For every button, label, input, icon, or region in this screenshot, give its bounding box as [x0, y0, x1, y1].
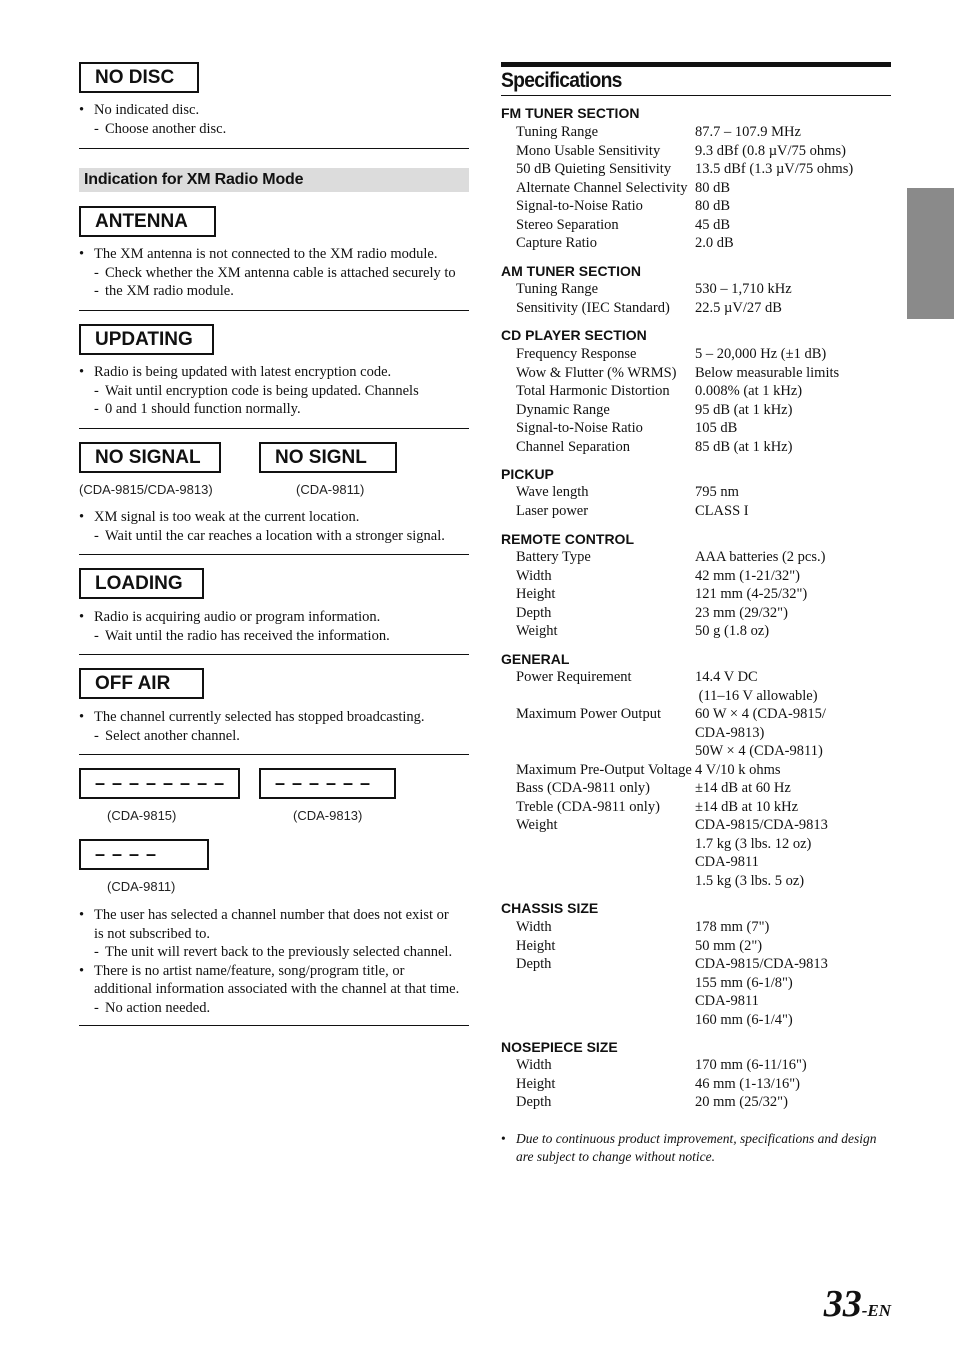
bullet-text: • No indicated disc. [79, 101, 469, 120]
spec-value: 87.7 – 107.9 MHz [695, 124, 801, 140]
display-no-signl: NO SIGNL [259, 442, 397, 473]
bullet-text: • XM signal is too weak at the current location. [79, 508, 469, 527]
antenna-description [79, 245, 469, 301]
spec-value: 530 – 1,710 kHz [695, 281, 792, 297]
spec-row [501, 483, 891, 502]
display-no-signal: NO SIGNAL [79, 442, 221, 473]
spec-label: Depth [516, 956, 552, 972]
bullet-text-cont: additional information associated with the channel at that time. [94, 981, 460, 997]
specifications-note [501, 1130, 891, 1165]
spec-row [501, 345, 891, 364]
spec-value: 50 mm (2") [695, 937, 763, 954]
divider [79, 148, 469, 149]
action-text: - Select another channel. [79, 727, 469, 746]
spec-row [501, 123, 891, 142]
spec-label: Bass (CDA-9811 only) [516, 780, 650, 796]
spec-label [501, 853, 695, 872]
action-text: - Check whether the XM antenna cable is attached securely to [79, 264, 469, 283]
spec-label: Depth [516, 604, 552, 621]
spec-label: Mono Usable Sensitivity [516, 142, 661, 159]
display-no-disc: NO DISC [79, 62, 199, 93]
spec-value: 105 dB [695, 420, 738, 436]
spec-label: Width [516, 567, 552, 584]
divider [79, 554, 469, 555]
spec-label [501, 872, 695, 891]
divider [79, 654, 469, 655]
dashes-description [79, 906, 469, 1017]
display-updating: UPDATING [79, 324, 214, 355]
spec-row [501, 705, 891, 724]
spec-value: 60 W × 4 (CDA-9815/ [695, 706, 826, 722]
model-label: (CDA-9811) [107, 879, 176, 894]
divider [79, 754, 469, 755]
spec-rows-remote [501, 548, 891, 641]
updating-description [79, 363, 469, 419]
spec-value: 9.3 dBf (0.8 µV/75 ohms) [695, 142, 846, 159]
spec-label: Wave length [516, 484, 589, 500]
spec-row [501, 280, 891, 299]
spec-row [501, 1056, 891, 1075]
spec-label: Stereo Separation [516, 216, 619, 233]
spec-row [501, 779, 891, 798]
spec-label: Height [516, 586, 556, 602]
note-text-cont: are subject to change without notice. [516, 1148, 715, 1164]
action-text: - Wait until the radio has received the information. [79, 627, 469, 646]
spec-row [501, 401, 891, 420]
spec-value: ±14 dB at 60 Hz [695, 780, 791, 796]
spec-value: 1.7 kg (3 lbs. 12 oz) [695, 835, 812, 852]
spec-value: 178 mm (7") [695, 919, 770, 935]
section-tab-marker [907, 188, 954, 319]
spec-rows-pickup [501, 483, 891, 520]
spec-value: CDA-9815/CDA-9813 [695, 817, 828, 833]
spec-value: Below measurable limits [695, 364, 840, 381]
spec-value: 160 mm (6-1/4") [695, 1011, 793, 1028]
action-text-line2: 0 and 1 should function normally. [105, 401, 301, 417]
loading-description [79, 608, 469, 645]
spec-label [501, 742, 695, 761]
spec-row [501, 668, 891, 687]
spec-label: Battery Type [516, 549, 591, 565]
spec-value: 0.008% (at 1 kHz) [695, 383, 803, 399]
spec-value: 121 mm (4-25/32") [695, 586, 808, 602]
spec-row [501, 872, 891, 891]
spec-value: 85 dB (at 1 kHz) [695, 438, 793, 455]
spec-row [501, 974, 891, 993]
spec-value: CDA-9811 [695, 854, 759, 870]
spec-value: 46 mm (1-13/16") [695, 1075, 800, 1092]
spec-value: ±14 dB at 10 kHz [695, 798, 799, 815]
spec-value: CDA-9815/CDA-9813 [695, 956, 828, 972]
spec-rows-cd [501, 345, 891, 456]
spec-label: Tuning Range [516, 124, 599, 140]
spec-label: Signal-to-Noise Ratio [516, 198, 643, 214]
spec-label [501, 974, 695, 993]
spec-row [501, 798, 891, 817]
spec-row [501, 992, 891, 1011]
spec-value: 80 dB [695, 198, 731, 214]
spec-row [501, 816, 891, 835]
spec-label: Height [516, 1075, 556, 1092]
model-label: (CDA-9815/CDA-9813) [79, 482, 213, 497]
section-title-cd: CD PLAYER SECTION [501, 327, 647, 343]
action-text-cont [79, 282, 469, 301]
spec-label [501, 687, 695, 706]
spec-row [501, 548, 891, 567]
spec-label: Laser power [516, 502, 589, 519]
spec-value: 13.5 dBf (1.3 µV/75 ohms) [695, 161, 854, 177]
spec-row [501, 142, 891, 161]
spec-value: (11–16 V allowable) [695, 687, 818, 704]
xm-mode-heading: Indication for XM Radio Mode [79, 168, 469, 192]
spec-value: 4 V/10 k ohms [695, 761, 781, 778]
no-disc-description [79, 101, 469, 138]
spec-value: CDA-9811 [695, 993, 759, 1009]
spec-label: Wow & Flutter (% WRMS) [516, 364, 677, 381]
spec-label [501, 835, 695, 854]
spec-value: 45 dB [695, 216, 731, 233]
spec-value: 23 mm (29/32") [695, 604, 788, 621]
spec-label: Treble (CDA-9811 only) [516, 798, 660, 815]
spec-value: CDA-9813) [695, 724, 765, 741]
bullet-text: • Radio is acquiring audio or program information. [79, 608, 469, 627]
spec-label: Power Requirement [516, 669, 632, 685]
model-label: (CDA-9813) [293, 808, 363, 823]
spec-label: Capture Ratio [516, 235, 597, 251]
spec-row [501, 687, 891, 706]
spec-row [501, 937, 891, 956]
section-title-general: GENERAL [501, 651, 570, 667]
display-dashes-8: – – – – – – – – [79, 768, 240, 799]
spec-row [501, 1011, 891, 1030]
spec-value: 1.5 kg (3 lbs. 5 oz) [695, 872, 805, 889]
section-title-fm: FM TUNER SECTION [501, 105, 640, 121]
spec-value: 95 dB (at 1 kHz) [695, 401, 793, 418]
spec-label: Maximum Power Output [516, 706, 661, 722]
spec-row [501, 299, 891, 318]
spec-row [501, 1093, 891, 1112]
model-label: (CDA-9815) [107, 808, 177, 823]
spec-label: Tuning Range [516, 281, 599, 297]
spec-rows-general [501, 668, 891, 890]
spec-row [501, 724, 891, 743]
divider [79, 428, 469, 429]
spec-row [501, 160, 891, 179]
spec-label: Signal-to-Noise Ratio [516, 420, 643, 436]
spec-row [501, 179, 891, 198]
page-language-suffix: -EN [861, 1301, 891, 1320]
spec-rows-fm [501, 123, 891, 253]
spec-row [501, 835, 891, 854]
action-text: - No action needed. [79, 999, 469, 1018]
model-label: (CDA-9811) [296, 482, 365, 497]
note-text: • Due to continuous product improvement, specifications and design [501, 1130, 891, 1148]
action-text: - Choose another disc. [79, 120, 469, 139]
spec-value: 795 nm [695, 484, 739, 500]
spec-label: Frequency Response [516, 346, 637, 362]
spec-label: Width [516, 1057, 552, 1073]
action-text-line2: the XM radio module. [105, 283, 234, 299]
spec-value: 170 mm (6-11/16") [695, 1057, 807, 1073]
spec-label: Weight [516, 623, 558, 639]
spec-value: 2.0 dB [695, 235, 734, 251]
spec-row [501, 502, 891, 521]
bullet-text: • The channel currently selected has stopped broadcasting. [79, 708, 469, 727]
spec-label: Depth [516, 1094, 552, 1110]
bullet-text: • The XM antenna is not connected to the XM radio module. [79, 245, 469, 264]
spec-label: Total Harmonic Distortion [516, 383, 670, 399]
spec-value: 42 mm (1-21/32") [695, 567, 800, 584]
divider [79, 1025, 469, 1026]
spec-row [501, 1075, 891, 1094]
section-title-nosepiece: NOSEPIECE SIZE [501, 1039, 618, 1055]
spec-label: Weight [516, 817, 558, 833]
spec-value: 80 dB [695, 179, 731, 196]
spec-rows-nosepiece [501, 1056, 891, 1112]
display-off-air: OFF AIR [79, 668, 204, 699]
spec-label [501, 992, 695, 1011]
spec-row [501, 382, 891, 401]
no-signal-description [79, 508, 469, 545]
off-air-description [79, 708, 469, 745]
action-text: - Wait until the car reaches a location with a stronger signal. [79, 527, 469, 546]
spec-value: CLASS I [695, 502, 749, 519]
spec-value: 5 – 20,000 Hz (±1 dB) [695, 346, 827, 362]
spec-value: 22.5 µV/27 dB [695, 299, 782, 316]
spec-label: Width [516, 919, 552, 935]
title-underline [501, 95, 891, 96]
bullet-text: • Radio is being updated with latest encryption code. [79, 363, 469, 382]
spec-value: 14.4 V DC [695, 669, 758, 685]
section-title-pickup: PICKUP [501, 466, 554, 482]
display-dashes-4: – – – – [79, 839, 209, 870]
spec-rows-chassis [501, 918, 891, 1029]
page-title: Specifications [501, 69, 622, 92]
bullet-text-cont: is not subscribed to. [94, 925, 210, 942]
spec-label [501, 1011, 695, 1030]
divider [79, 310, 469, 311]
action-text: - The unit will revert back to the previously selected channel. [79, 943, 469, 962]
page-number-value: 33 [823, 1283, 862, 1325]
spec-value: 155 mm (6-1/8") [695, 974, 793, 991]
spec-label: Channel Separation [516, 438, 630, 455]
specifications-header [501, 62, 891, 96]
spec-value: 20 mm (25/32") [695, 1094, 788, 1110]
section-title-remote: REMOTE CONTROL [501, 531, 634, 547]
spec-label: Sensitivity (IEC Standard) [516, 299, 670, 316]
spec-label: 50 dB Quieting Sensitivity [516, 161, 672, 177]
spec-row [501, 567, 891, 586]
spec-rows-am [501, 280, 891, 317]
spec-value: AAA batteries (2 pcs.) [695, 549, 826, 565]
spec-row [501, 918, 891, 937]
spec-row [501, 955, 891, 974]
spec-label: Alternate Channel Selectivity [516, 179, 688, 196]
action-text: - Wait until encryption code is being updated. Channels [79, 382, 469, 401]
spec-row [501, 585, 891, 604]
spec-row [501, 438, 891, 457]
section-title-chassis: CHASSIS SIZE [501, 900, 599, 916]
spec-row [501, 761, 891, 780]
spec-row [501, 197, 891, 216]
section-title-am: AM TUNER SECTION [501, 263, 641, 279]
action-text-cont [79, 400, 469, 419]
spec-value: 50W × 4 (CDA-9811) [695, 743, 823, 759]
spec-value: 50 g (1.8 oz) [695, 623, 770, 639]
spec-row [501, 216, 891, 235]
spec-row [501, 234, 891, 253]
display-antenna: ANTENNA [79, 206, 216, 237]
page-number [824, 1282, 891, 1326]
bullet-text: • There is no artist name/feature, song/program title, or [79, 962, 469, 981]
spec-row [501, 364, 891, 383]
spec-row [501, 419, 891, 438]
display-loading: LOADING [79, 568, 204, 599]
display-dashes-6: – – – – – – [259, 768, 396, 799]
spec-row [501, 622, 891, 641]
spec-label: Dynamic Range [516, 401, 610, 418]
bullet-text: • The user has selected a channel number that does not exist or [79, 906, 469, 925]
spec-label: Height [516, 937, 556, 954]
spec-row [501, 604, 891, 623]
spec-label [501, 724, 695, 743]
spec-row [501, 853, 891, 872]
spec-label: Maximum Pre-Output Voltage [516, 761, 692, 778]
spec-row [501, 742, 891, 761]
